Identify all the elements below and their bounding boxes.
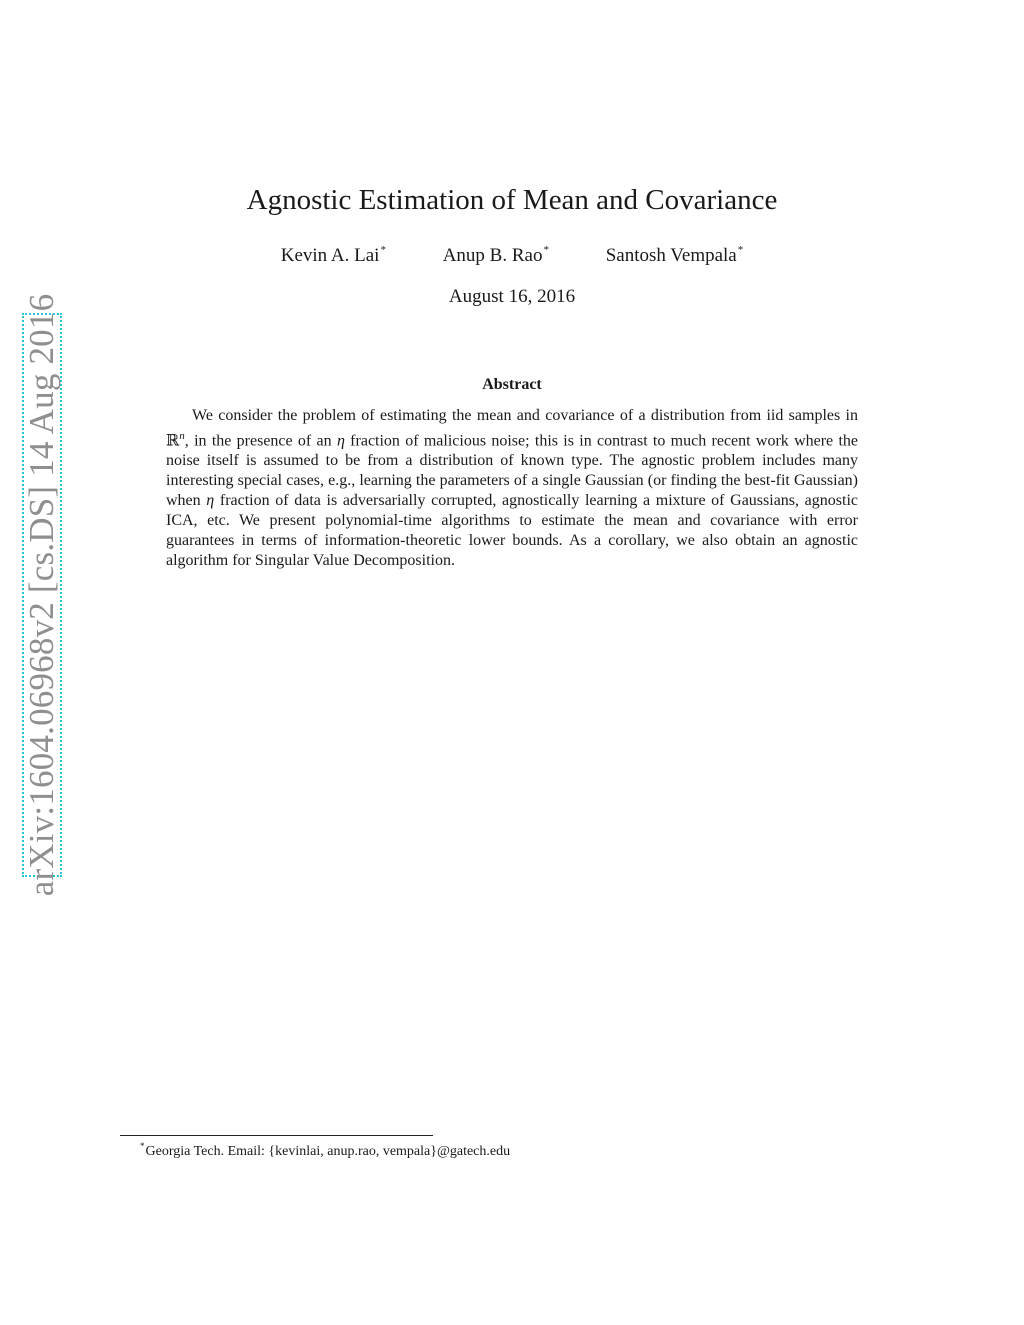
paper-date: August 16, 2016 bbox=[448, 286, 576, 307]
arxiv-stamp bbox=[22, 293, 62, 897]
abstract-math-exponent: n bbox=[179, 430, 185, 442]
arxiv-identifier: arXiv:1604.06968v2 [cs.DS] 14 Aug 2016 bbox=[22, 293, 61, 897]
footnote bbox=[140, 1141, 510, 1160]
author-3 bbox=[606, 244, 744, 267]
abstract-segment: fraction of data is adversarially corrupted, agnostically learning a mixture of Gaussians, agnostic ICA, etc. We present polynomial-time algorithms to estimate the mean and covariance with error guarantees in terms of information-theoretic lower bounds. As a corollary, we also obtain an agnostic algorithm for Singular Value Decomposition. bbox=[166, 492, 858, 570]
abstract-heading: Abstract bbox=[482, 376, 542, 393]
abstract-math-reals: ℝ bbox=[166, 432, 180, 450]
footnote-text: Georgia Tech. Email: {kevinlai, anup.rao, vempala}@gatech.edu bbox=[145, 1144, 511, 1159]
abstract-segment: We consider the problem of estimating the mean and covariance of a distribution from iid samples in bbox=[192, 407, 858, 424]
author-name: Anup B. Rao bbox=[442, 245, 543, 266]
author-list bbox=[0, 244, 1024, 267]
author-footnote-mark: * bbox=[380, 244, 386, 256]
abstract-segment: , in the presence of an bbox=[184, 432, 337, 450]
author-name: Kevin A. Lai bbox=[280, 245, 380, 266]
author-footnote-mark: * bbox=[543, 244, 549, 256]
footnote-mark: * bbox=[140, 1141, 145, 1151]
author-footnote-mark: * bbox=[737, 244, 744, 256]
author-name: Santosh Vempala bbox=[605, 245, 737, 266]
author-1 bbox=[281, 244, 386, 267]
abstract-segment: fraction of malicious noise; this is in contrast to much recent work where the noise itself is assumed to be from a distribution of known type. The agnostic problem includes many interesting special cases, e.g., learning the parameters of a single Gaussian (or finding the best-fit Gaussian) when bbox=[166, 432, 858, 510]
footnote-rule bbox=[120, 1135, 433, 1136]
author-2 bbox=[443, 244, 549, 267]
paper-title: Agnostic Estimation of Mean and Covariance bbox=[246, 184, 778, 216]
abstract-math-eta: η bbox=[336, 432, 345, 450]
abstract-text bbox=[166, 406, 858, 571]
abstract-math-eta: η bbox=[206, 492, 215, 510]
